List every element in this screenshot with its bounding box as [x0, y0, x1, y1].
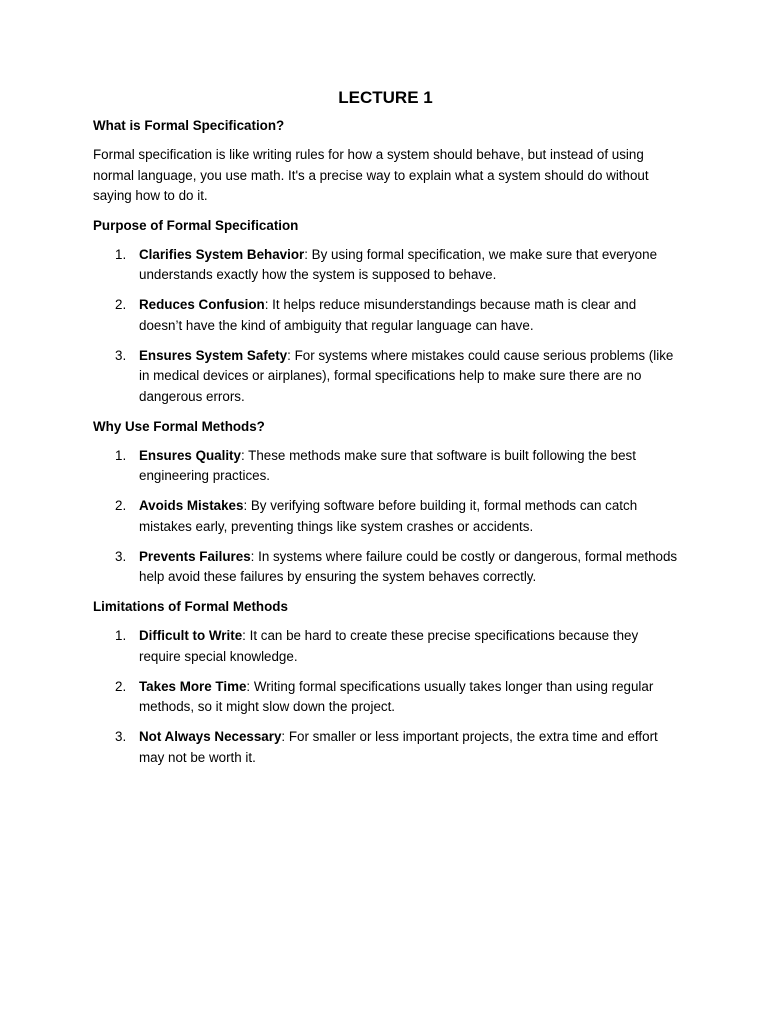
list-item-term: Avoids Mistakes: [139, 498, 244, 513]
list-item-text: : For systems where mistakes could cause serious problems (like in medical devices or airplanes), formal specifications help to make sure there are no dangerous errors.: [139, 347, 674, 404]
list-item-term: Difficult to Write: [139, 628, 243, 643]
list-item-number: 1.: [115, 246, 127, 262]
list-item-text: : By verifying software before building it, formal methods can catch mistakes early, preventing things like system crashes or accidents.: [139, 498, 638, 534]
list-item-number: 3.: [115, 729, 127, 744]
purpose-list: [93, 245, 678, 408]
list-item: [93, 727, 678, 768]
list-item: [93, 677, 678, 718]
section-heading-why: Why Use Formal Methods?: [93, 418, 265, 434]
section-heading-limitations: Limitations of Formal Methods: [93, 599, 288, 614]
list-item: [93, 547, 678, 588]
section-heading-purpose: Purpose of Formal Specification: [93, 217, 299, 233]
list-item-term: Prevents Failures: [139, 548, 251, 564]
list-item-term: Clarifies System Behavior: [139, 246, 305, 262]
page-title: LECTURE 1: [338, 88, 433, 107]
section-heading-what: What is Formal Specification?: [93, 118, 285, 133]
limitations-list: [93, 626, 678, 768]
why-list: [93, 446, 678, 588]
list-item-number: 2.: [115, 498, 127, 513]
list-item-text: : By using formal specification, we make sure that everyone understands exactly how the system is supposed to behave.: [139, 246, 658, 282]
list-item-number: 3.: [115, 548, 127, 564]
list-item: [93, 295, 678, 336]
list-item-text: : In systems where failure could be costly or dangerous, formal methods help avoid these failures by ensuring the system behaves correctly.: [139, 548, 678, 584]
list-item-number: 1.: [115, 628, 127, 643]
list-item-number: 1.: [115, 447, 127, 463]
list-item-text: : It can be hard to create these precise specifications because they require special knowledge.: [139, 628, 639, 664]
list-item-text: : Writing formal specifications usually takes longer than using regular methods, so it might slow down the project.: [139, 678, 654, 714]
list-item-number: 2.: [115, 297, 127, 312]
list-item: [93, 446, 678, 487]
list-item-term: Ensures System Safety: [139, 347, 288, 363]
list-item: [93, 346, 678, 408]
list-item-number: 3.: [115, 347, 127, 363]
list-item-term: Reduces Confusion: [139, 297, 265, 312]
list-item-term: Not Always Necessary: [139, 729, 282, 744]
list-item-text: : These methods make sure that software is built following the best engineering practices.: [139, 447, 636, 483]
list-item-term: Takes More Time: [139, 678, 247, 694]
list-item-text: : For smaller or less important projects, the extra time and effort may not be worth it.: [139, 729, 658, 765]
list-item-term: Ensures Quality: [139, 447, 241, 463]
list-item-text: : It helps reduce misunderstandings because math is clear and doesn’t have the kind of ambiguity that regular language can have.: [139, 297, 637, 333]
list-item: [93, 626, 678, 667]
list-item-number: 2.: [115, 678, 127, 694]
list-item: [93, 245, 678, 286]
document-page: [93, 86, 678, 778]
section-paragraph-what: Formal specification is like writing rules for how a system should behave, but instead of using normal language, you use math. It's a precise way to explain what a system should do without saying how to do it.: [93, 147, 649, 203]
list-item: [93, 496, 678, 537]
